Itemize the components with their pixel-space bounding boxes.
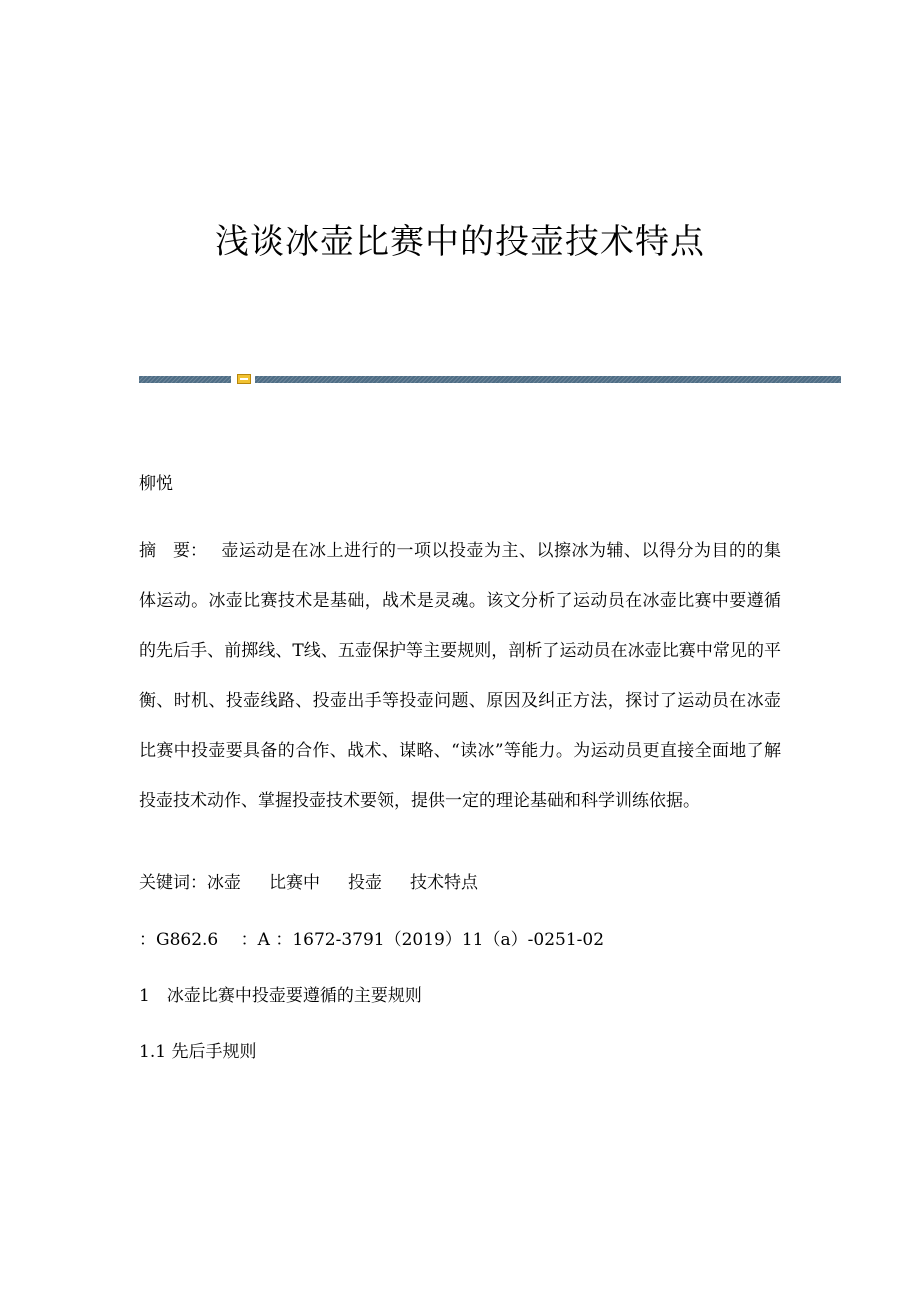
section-heading-1: 1 冰壶比赛中投壶要遵循的主要规则 xyxy=(139,986,422,1006)
keywords-line xyxy=(139,871,478,895)
abstract-text: 壶运动是在冰上进行的一项以投壶为主、以擦冰为辅、以得分为目的的集体运动。冰壶比赛技术是基础，战术是灵魂。该文分析了运动员在冰壶比赛中要遵循的先后手、前掷线、T线、五壶保护等主要规则，剖析了运动员在冰壶比赛中常见的平衡、时机、投壶线路、投壶出手等投壶问题、原因及纠正方法，探讨了运动员在冰壶比赛中投壶要具备的合作、战术、谋略、“读冰”等能力。为运动员更直接全面地了解投壶技术动作、掌握投壶技术要领，提供一定的理论基础和科学训练依据。 xyxy=(139,541,781,811)
keyword-item: 比赛中 xyxy=(269,873,320,893)
divider-bar-right xyxy=(255,376,841,383)
keyword-item: 技术特点 xyxy=(410,873,478,893)
section-heading-1-1: 1.1 先后手规则 xyxy=(139,1042,257,1062)
classification-line: ：G862.6 ：A ：1672-3791（2019）11（a）-0251-02 xyxy=(139,930,605,950)
keyword-item: 投壶 xyxy=(348,873,382,893)
author-name: 柳悦 xyxy=(139,474,173,494)
abstract-label: 摘 要： xyxy=(139,541,207,561)
divider-ornament-icon xyxy=(237,374,251,384)
abstract-paragraph xyxy=(139,526,781,826)
title-divider xyxy=(139,375,841,384)
document-title: 浅谈冰壶比赛中的投壶技术特点 xyxy=(215,222,705,262)
divider-bar-left xyxy=(139,376,231,383)
keyword-item: 冰壶 xyxy=(207,873,241,893)
keywords-label: 关键词： xyxy=(139,873,207,893)
